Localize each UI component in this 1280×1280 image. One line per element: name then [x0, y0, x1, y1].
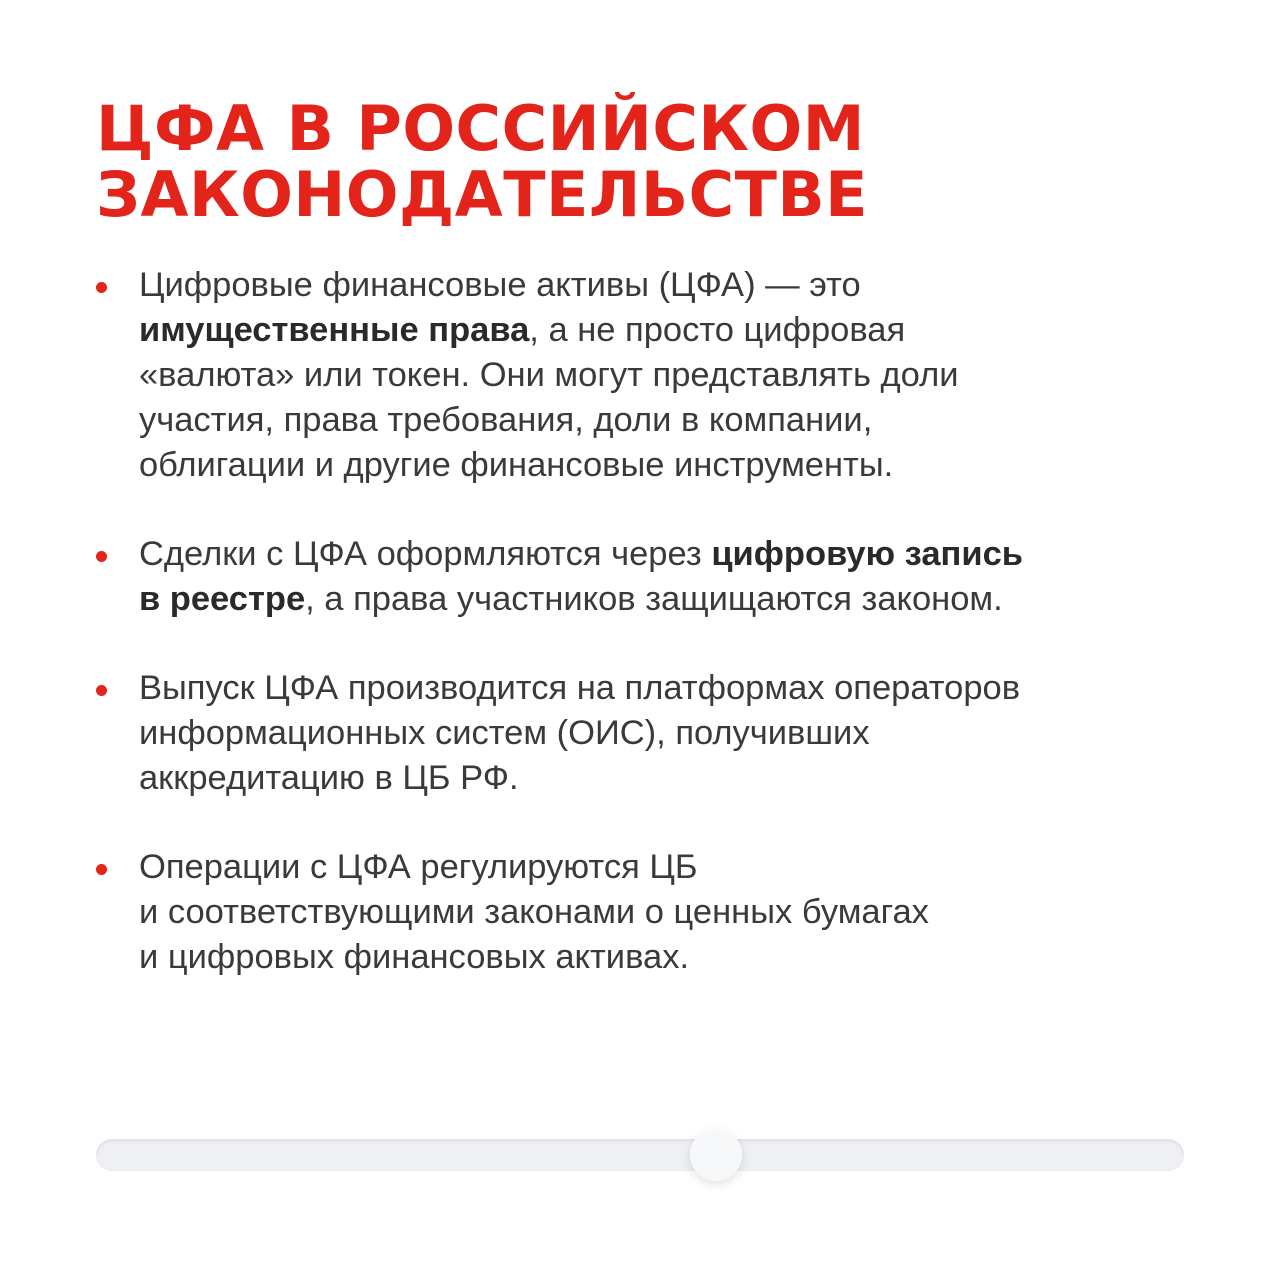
text-line — [139, 532, 1196, 577]
list-item-text — [139, 666, 1196, 801]
list-item — [96, 666, 1196, 801]
text-line — [139, 577, 1196, 622]
text-line: аккредитацию в ЦБ РФ. — [139, 759, 519, 797]
bullet-dot-icon — [96, 551, 107, 562]
text-line — [139, 308, 1196, 353]
bullet-list — [96, 263, 1196, 1024]
text-line: Операции с ЦФА регулируются ЦБ — [139, 848, 698, 886]
list-item — [96, 532, 1196, 622]
bold-phrase: имущественные права — [139, 311, 530, 349]
text-line: информационных систем (ОИС), получивших — [139, 714, 870, 752]
text-line: Выпуск ЦФА производится на платформах операторов — [139, 669, 1021, 707]
list-item — [96, 263, 1196, 488]
text-fragment: , а права участников защищаются законом. — [305, 580, 1003, 618]
text-line: «валюта» или токен. Они могут представлять доли — [139, 356, 959, 394]
text-line: Цифровые финансовые активы (ЦФА) — это — [139, 266, 861, 304]
list-item-text — [139, 532, 1196, 622]
bullet-dot-icon — [96, 282, 107, 293]
bold-phrase: цифровую запись — [711, 535, 1023, 573]
text-line: участия, права требования, доли в компании, — [139, 401, 873, 439]
list-item-text — [139, 263, 1196, 488]
title-line-1: ЦФА В РОССИЙСКОМ — [96, 92, 865, 165]
title-line-2: ЗАКОНОДАТЕЛЬСТВЕ — [96, 158, 869, 231]
list-item — [96, 845, 1196, 980]
page-title — [96, 92, 869, 231]
text-line: облигации и другие финансовые инструменты. — [139, 446, 894, 484]
slider-thumb[interactable] — [690, 1129, 742, 1181]
bullet-dot-icon — [96, 864, 107, 875]
text-line: и цифровых финансовых активах. — [139, 938, 690, 976]
progress-slider[interactable] — [96, 1139, 1184, 1171]
list-item-text — [139, 845, 1196, 980]
text-line: и соответствующими законами о ценных бумагах — [139, 893, 929, 931]
bold-phrase: в реестре — [139, 580, 306, 618]
bullet-dot-icon — [96, 685, 107, 696]
text-fragment: Сделки с ЦФА оформляются через — [139, 535, 712, 573]
text-fragment: , а не просто цифровая — [529, 311, 906, 349]
